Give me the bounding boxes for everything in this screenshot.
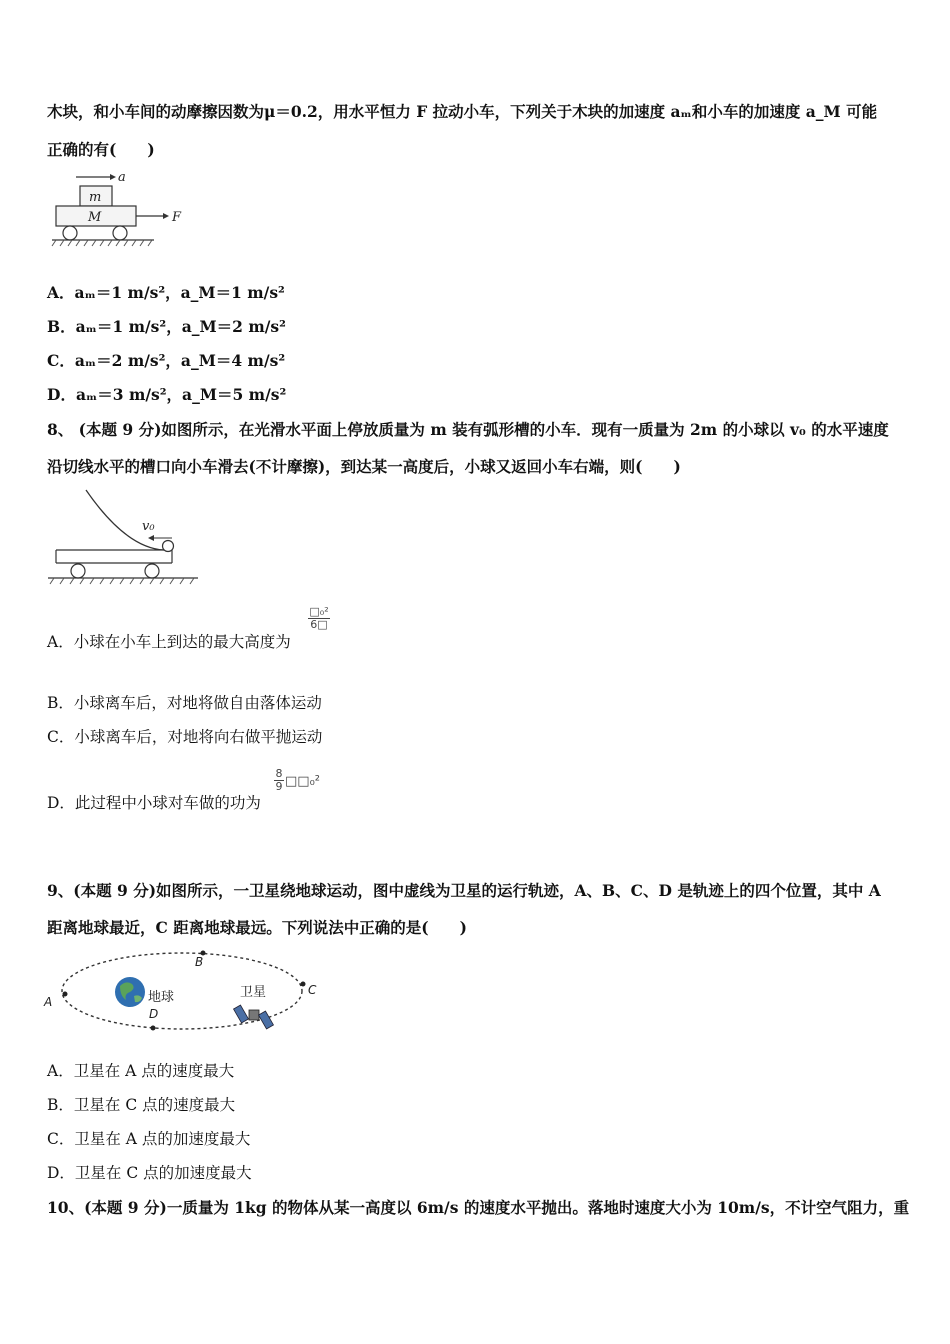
point-A bbox=[63, 992, 68, 997]
fraction-denominator: 6□ bbox=[308, 618, 330, 631]
q7-option-c[interactable]: C．aₘ＝2 m/s²，a_M＝4 m/s² bbox=[47, 351, 286, 370]
q8-option-d-fraction bbox=[274, 768, 284, 793]
wheel-left bbox=[63, 226, 77, 240]
q7-option-b[interactable]: B．aₘ＝1 m/s²，a_M＝2 m/s² bbox=[47, 317, 286, 336]
q8-option-b[interactable]: B．小球离车后，对地将做自由落体运动 bbox=[47, 694, 322, 712]
q9-option-a[interactable]: A．卫星在 A 点的速度最大 bbox=[47, 1062, 235, 1080]
q8-option-a-fraction bbox=[308, 606, 330, 631]
q9-text-line2: 距离地球最近，C 距离地球最远。下列说法中正确的是( ) bbox=[47, 918, 467, 937]
q8-option-c[interactable]: C．小球离车后，对地将向右做平抛运动 bbox=[47, 728, 323, 746]
point-C bbox=[301, 982, 306, 987]
label-D: D bbox=[149, 1007, 159, 1021]
label-m: m bbox=[89, 190, 102, 205]
ball bbox=[163, 541, 174, 552]
q7-text-line2: 正确的有( ) bbox=[47, 140, 155, 159]
label-M: M bbox=[88, 210, 102, 225]
q10-text-line1: 10、(本题 9 分)一质量为 1kg 的物体从某一高度以 6m/s 的速度水平抛出。落地时速度大小为 10m/s，不计空气阻力，重 bbox=[47, 1198, 910, 1217]
fraction-numerator: □₀² bbox=[309, 605, 329, 618]
q8-text-line2: 沿切线水平的槽口向小车滑去(不计摩擦)，到达某一高度后，小球又返回小车右端，则( ) bbox=[47, 457, 681, 476]
q9-orbit-figure bbox=[40, 944, 340, 1039]
q7-option-a[interactable]: A．aₘ＝1 m/s²，a_M＝1 m/s² bbox=[47, 283, 285, 302]
q9-option-c[interactable]: C．卫星在 A 点的加速度最大 bbox=[47, 1130, 251, 1148]
q8-option-a-text: A．小球在小车上到达的最大高度为 bbox=[47, 633, 291, 651]
q9-option-d[interactable]: D．卫星在 C 点的加速度最大 bbox=[47, 1164, 252, 1182]
q8-option-d-text: D．此过程中小球对车做的功为 bbox=[47, 794, 261, 812]
wheel-right bbox=[113, 226, 127, 240]
label-F: F bbox=[172, 210, 182, 225]
fraction-numerator: 8 bbox=[275, 767, 283, 780]
point-D bbox=[151, 1026, 156, 1031]
satellite-icon bbox=[234, 1005, 274, 1029]
q7-option-d[interactable]: D．aₘ＝3 m/s²，a_M＝5 m/s² bbox=[47, 385, 287, 404]
q7-text-line1: 木块，和小车间的动摩擦因数为μ＝0.2，用水平恒力 F 拉动小车，下列关于木块的加速度 aₘ和小车的加速度 a_M 可能 bbox=[47, 102, 878, 121]
q9-option-b[interactable]: B．卫星在 C 点的速度最大 bbox=[47, 1096, 236, 1114]
label-B: B bbox=[195, 955, 204, 969]
satellite-label: 卫星 bbox=[240, 985, 267, 1000]
q8-option-d[interactable] bbox=[47, 793, 261, 813]
fraction-denominator: 9 bbox=[275, 780, 283, 793]
wheel-right bbox=[145, 564, 159, 578]
label-C: C bbox=[308, 983, 317, 997]
earth-label: 地球 bbox=[148, 990, 175, 1005]
label-A: A bbox=[44, 995, 53, 1009]
label-v0: v₀ bbox=[142, 519, 155, 534]
wheel-left bbox=[71, 564, 85, 578]
q8-text-line1: 8、 (本题 9 分)如图所示，在光滑水平面上停放质量为 m 装有弧形槽的小车．现有一质量为 2m 的小球以 v₀ 的水平速度 bbox=[47, 420, 889, 439]
q8-option-a[interactable] bbox=[47, 632, 291, 652]
q7-cart-figure bbox=[48, 168, 198, 248]
q8-option-d-expr: □□₀² bbox=[285, 774, 320, 789]
q8-arc-cart-figure bbox=[46, 488, 206, 588]
q9-text-line1: 9、(本题 9 分)如图所示，一卫星绕地球运动，图中虚线为卫星的运行轨迹，A、B、C、D 是轨迹上的四个位置，其中 A bbox=[47, 881, 881, 900]
label-a: a bbox=[118, 170, 126, 185]
